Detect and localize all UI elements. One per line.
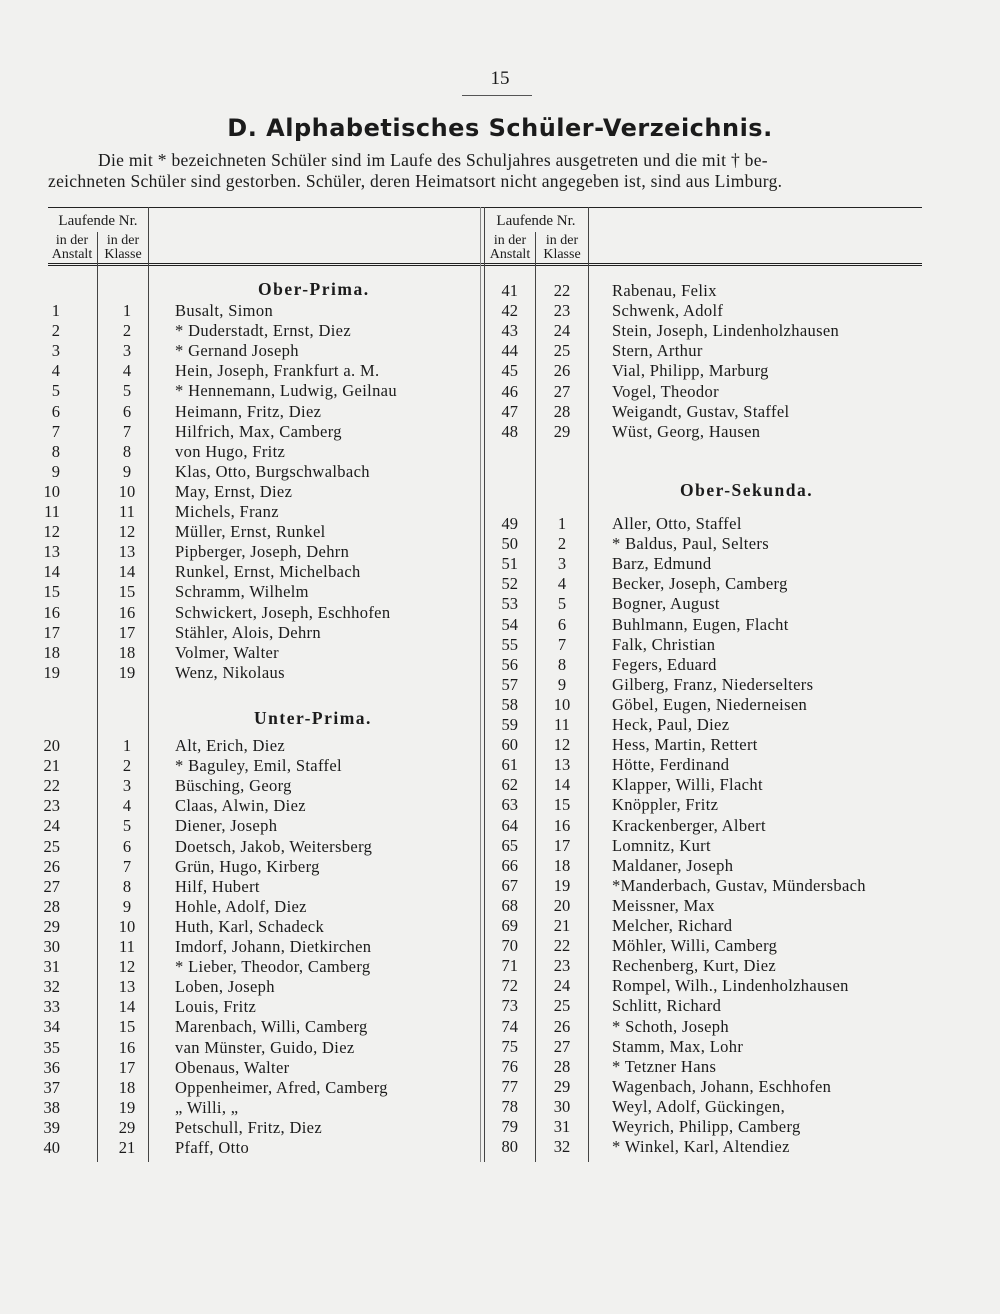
student-name: Vogel, Theodor <box>612 381 719 401</box>
anstalt-number: 41 <box>501 281 518 300</box>
header-anstalt-right: in der Anstalt <box>489 233 531 262</box>
klasse-number: 26 <box>553 361 571 381</box>
klasse-number: 22 <box>553 936 571 956</box>
student-name: Oppenheimer, Afred, Camberg <box>175 1077 388 1097</box>
anstalt-number: 76 <box>501 1056 518 1076</box>
klasse-number: 10 <box>118 916 136 936</box>
student-name: * Gernand Joseph <box>175 341 299 361</box>
student-name: Huth, Karl, Schadeck <box>175 916 325 936</box>
klasse-number: 21 <box>553 916 571 935</box>
student-name: von Hugo, Fritz <box>175 441 286 461</box>
klasse-number: 19 <box>553 875 571 895</box>
student-name: Marenbach, Willi, Camberg <box>175 1017 368 1037</box>
klasse-number: 25 <box>553 341 571 361</box>
anstalt-number: 46 <box>501 381 518 401</box>
student-name: Fegers, Eduard <box>612 654 717 674</box>
student-name: Becker, Joseph, Camberg <box>612 574 788 594</box>
page-number-rule <box>462 95 532 96</box>
student-name: Melcher, Richard <box>612 916 733 935</box>
klasse-number: 1 <box>557 514 567 533</box>
student-name: Louis, Fritz <box>175 997 257 1017</box>
anstalt-number: 37 <box>43 1077 60 1097</box>
student-name: Schlitt, Richard <box>612 996 722 1016</box>
student-name: Barz, Edmund <box>612 554 712 574</box>
anstalt-number: 80 <box>501 1137 518 1157</box>
student-name: * Schoth, Joseph <box>612 1016 729 1036</box>
anstalt-number: 27 <box>43 876 60 896</box>
anstalt-number: 42 <box>501 301 518 321</box>
student-name: Hilf, Hubert <box>175 876 260 896</box>
anstalt-number: 78 <box>501 1096 518 1116</box>
student-name: Hess, Martin, Rettert <box>612 735 758 755</box>
student-name: Diener, Joseph <box>175 816 278 836</box>
anstalt-number: 74 <box>501 1016 518 1036</box>
student-name: Göbel, Eugen, Niederneisen <box>612 694 808 714</box>
anstalt-number: 29 <box>43 916 60 936</box>
student-name: Weigandt, Gustav, Staffel <box>612 401 790 421</box>
student-name: Maldaner, Joseph <box>612 855 734 875</box>
klasse-number: 7 <box>122 856 132 876</box>
student-name: Falk, Christian <box>612 634 716 654</box>
student-name: Hötte, Ferdinand <box>612 755 730 775</box>
student-name: Klas, Otto, Burgschwalbach <box>175 461 370 481</box>
klasse-number: 23 <box>553 956 571 976</box>
klasse-number: 18 <box>553 855 571 875</box>
klasse-number: 28 <box>553 401 571 421</box>
klasse-number: 5 <box>122 381 132 401</box>
student-name: Lomnitz, Kurt <box>612 835 711 855</box>
klasse-number: 12 <box>553 735 571 755</box>
anstalt-number: 9 <box>51 461 60 481</box>
anstalt-number: 67 <box>501 875 518 895</box>
klasse-number: 10 <box>553 694 571 714</box>
anstalt-number: 58 <box>501 694 518 714</box>
anstalt-number: 14 <box>43 562 60 582</box>
section-title-ober-prima: Ober-Prima. <box>258 279 370 299</box>
student-name: Stein, Joseph, Lindenholzhausen <box>612 321 840 341</box>
anstalt-number: 36 <box>43 1057 60 1077</box>
student-name: Pfaff, Otto <box>175 1138 250 1157</box>
student-name: Loben, Joseph <box>175 977 275 997</box>
anstalt-number: 52 <box>501 574 518 594</box>
student-name: Stern, Arthur <box>612 341 703 361</box>
section-title-ober-sekunda: Ober-Sekunda. <box>680 480 814 500</box>
header-klasse-right: in der Klasse <box>543 233 581 262</box>
student-name: Alt, Erich, Diez <box>175 736 286 755</box>
anstalt-number: 31 <box>43 957 60 977</box>
klasse-number: 2 <box>557 534 567 554</box>
klasse-number: 17 <box>118 1057 136 1077</box>
klasse-number: 12 <box>118 957 136 977</box>
anstalt-number: 13 <box>43 542 60 562</box>
klasse-number: 4 <box>557 574 567 594</box>
student-name: Stähler, Alois, Dehrn <box>175 622 322 642</box>
student-name: Obenaus, Walter <box>175 1057 290 1077</box>
klasse-number: 4 <box>122 361 132 381</box>
anstalt-number: 32 <box>43 977 60 997</box>
student-name: Hohle, Adolf, Diez <box>175 896 307 916</box>
anstalt-number: 16 <box>43 602 60 622</box>
student-name: „ Willi, „ <box>175 1097 239 1117</box>
klasse-number: 26 <box>553 1016 571 1036</box>
student-name: Rechenberg, Kurt, Diez <box>612 956 777 976</box>
klasse-number: 16 <box>118 1037 136 1057</box>
klasse-number: 16 <box>118 602 136 622</box>
student-name: Rabenau, Felix <box>612 281 717 300</box>
anstalt-number: 69 <box>501 916 518 935</box>
divider-right-2 <box>588 207 589 1162</box>
student-name: Doetsch, Jakob, Weitersberg <box>175 836 373 856</box>
klasse-number: 2 <box>122 321 132 341</box>
header-anstalt-left: in der Anstalt <box>51 233 93 262</box>
klasse-number: 28 <box>553 1056 571 1076</box>
student-name: Schramm, Wilhelm <box>175 582 309 602</box>
student-name: Klapper, Willi, Flacht <box>612 775 763 795</box>
anstalt-number: 66 <box>501 855 518 875</box>
klasse-number: 16 <box>553 815 571 835</box>
klasse-number: 29 <box>553 1076 571 1096</box>
anstalt-number: 19 <box>43 662 60 682</box>
student-name: Grün, Hugo, Kirberg <box>175 856 320 876</box>
page-title: D. Alphabetisches Schüler-Verzeichnis. <box>227 114 773 142</box>
anstalt-number: 55 <box>501 634 518 654</box>
anstalt-number: 22 <box>43 776 60 796</box>
klasse-number: 32 <box>553 1137 571 1157</box>
klasse-number: 17 <box>553 835 571 855</box>
klasse-number: 9 <box>557 674 567 694</box>
anstalt-number: 25 <box>43 836 60 856</box>
klasse-number: 27 <box>553 381 571 401</box>
anstalt-number: 60 <box>501 735 518 755</box>
anstalt-number: 8 <box>51 441 60 461</box>
student-name: Claas, Alwin, Diez <box>175 796 306 816</box>
table-top-rule <box>48 207 922 208</box>
student-name: Wüst, Georg, Hausen <box>612 421 761 441</box>
klasse-number: 15 <box>118 582 136 602</box>
klasse-number: 6 <box>557 614 567 634</box>
student-name: Aller, Otto, Staffel <box>612 514 742 533</box>
klasse-number: 8 <box>122 876 132 896</box>
klasse-number: 29 <box>118 1117 136 1137</box>
anstalt-number: 33 <box>43 997 60 1017</box>
student-name: * Winkel, Karl, Altendiez <box>612 1137 790 1157</box>
klasse-number: 15 <box>553 795 571 815</box>
student-name: May, Ernst, Diez <box>175 481 293 501</box>
anstalt-number: 6 <box>51 401 60 421</box>
klasse-number: 14 <box>553 775 571 795</box>
anstalt-number: 54 <box>501 614 518 634</box>
student-name: Weyrich, Philipp, Camberg <box>612 1117 801 1136</box>
student-name: * Lieber, Theodor, Camberg <box>175 957 371 977</box>
anstalt-number: 3 <box>51 341 60 361</box>
student-name: * Baguley, Emil, Staffel <box>175 756 342 776</box>
student-name: Imdorf, Johann, Dietkirchen <box>175 937 372 956</box>
klasse-number: 17 <box>118 622 136 642</box>
klasse-number: 3 <box>122 341 132 361</box>
student-name: Meissner, Max <box>612 895 715 915</box>
anstalt-number: 12 <box>43 522 60 542</box>
klasse-number: 8 <box>557 654 567 674</box>
anstalt-number: 30 <box>43 937 60 956</box>
klasse-number: 7 <box>122 421 132 441</box>
student-name: Heimann, Fritz, Diez <box>175 401 322 421</box>
anstalt-number: 2 <box>51 321 60 341</box>
student-name: Schwickert, Joseph, Eschhofen <box>175 602 391 622</box>
klasse-number: 19 <box>118 662 136 682</box>
anstalt-number: 48 <box>501 421 518 441</box>
anstalt-number: 39 <box>43 1117 60 1137</box>
student-name: Möhler, Willi, Camberg <box>612 936 778 956</box>
klasse-number: 8 <box>122 441 132 461</box>
student-name: Schwenk, Adolf <box>612 301 724 321</box>
header-laufende-nr-left: Laufende Nr. <box>58 213 138 229</box>
klasse-number: 10 <box>118 481 136 501</box>
anstalt-number: 47 <box>501 401 518 421</box>
klasse-number: 7 <box>557 634 567 654</box>
anstalt-number: 28 <box>43 896 60 916</box>
anstalt-number: 38 <box>43 1097 60 1117</box>
klasse-number: 11 <box>119 502 135 521</box>
klasse-number: 24 <box>553 321 571 341</box>
klasse-number: 18 <box>118 642 136 662</box>
divider-left-1 <box>97 232 98 1162</box>
anstalt-number: 72 <box>501 976 518 996</box>
klasse-number: 1 <box>122 301 132 320</box>
klasse-number: 6 <box>122 401 132 421</box>
anstalt-number: 71 <box>501 956 518 976</box>
anstalt-number: 53 <box>501 594 518 614</box>
anstalt-number: 45 <box>501 361 518 381</box>
anstalt-number: 43 <box>501 321 518 341</box>
klasse-number: 13 <box>118 542 136 562</box>
klasse-number: 5 <box>557 594 567 614</box>
klasse-number: 9 <box>122 896 132 916</box>
student-name: * Hennemann, Ludwig, Geilnau <box>175 381 397 401</box>
anstalt-number: 68 <box>501 895 518 915</box>
anstalt-number: 1 <box>51 301 60 320</box>
klasse-number: 30 <box>553 1096 571 1116</box>
student-name: Rompel, Wilh., Lindenholzhausen <box>612 976 849 996</box>
student-name: * Duderstadt, Ernst, Diez <box>175 321 351 341</box>
student-name: Busalt, Simon <box>175 301 274 320</box>
klasse-number: 20 <box>553 895 571 915</box>
anstalt-number: 51 <box>501 554 518 574</box>
klasse-number: 13 <box>118 977 136 997</box>
intro-line-1: Die mit * bezeichneten Schüler sind im Laufe des Schuljahres ausgetreten und die mit † be- <box>98 150 768 170</box>
anstalt-number: 17 <box>43 622 60 642</box>
anstalt-number: 35 <box>43 1037 60 1057</box>
klasse-number: 14 <box>118 997 136 1017</box>
anstalt-number: 24 <box>43 816 60 836</box>
anstalt-number: 15 <box>43 582 60 602</box>
student-name: Heck, Paul, Diez <box>612 715 730 734</box>
student-name: Krackenberger, Albert <box>612 815 766 835</box>
klasse-number: 25 <box>553 996 571 1016</box>
student-name: Stamm, Max, Lohr <box>612 1036 744 1056</box>
divider-right-1 <box>535 232 536 1162</box>
anstalt-number: 34 <box>43 1017 60 1037</box>
anstalt-number: 10 <box>43 481 60 501</box>
klasse-number: 19 <box>118 1097 136 1117</box>
student-name: * Tetzner Hans <box>612 1056 717 1076</box>
anstalt-number: 64 <box>501 815 518 835</box>
student-name: Müller, Ernst, Runkel <box>175 522 326 542</box>
student-name: Gilberg, Franz, Niederselters <box>612 674 814 694</box>
anstalt-number: 56 <box>501 654 518 674</box>
section-title-unter-prima: Unter-Prima. <box>254 708 372 728</box>
klasse-number: 2 <box>122 756 132 776</box>
klasse-number: 23 <box>553 301 571 321</box>
anstalt-number: 50 <box>501 534 518 554</box>
anstalt-number: 20 <box>43 736 60 755</box>
anstalt-number: 26 <box>43 856 60 876</box>
student-name: * Baldus, Paul, Selters <box>612 534 770 554</box>
anstalt-number: 77 <box>501 1076 518 1096</box>
anstalt-number: 62 <box>501 775 518 795</box>
klasse-number: 12 <box>118 522 136 542</box>
student-name: Pipberger, Joseph, Dehrn <box>175 542 350 562</box>
page-number: 15 <box>490 68 510 89</box>
klasse-number: 29 <box>553 421 571 441</box>
klasse-number: 11 <box>554 715 570 734</box>
table-header-rule <box>48 263 922 266</box>
student-name: Wagenbach, Johann, Eschhofen <box>612 1076 832 1096</box>
klasse-number: 3 <box>122 776 132 796</box>
anstalt-number: 18 <box>43 642 60 662</box>
student-name: Michels, Franz <box>175 502 279 521</box>
klasse-number: 22 <box>553 281 571 300</box>
anstalt-number: 4 <box>51 361 60 381</box>
student-name: Hilfrich, Max, Camberg <box>175 421 342 441</box>
klasse-number: 4 <box>122 796 132 816</box>
header-klasse-left: in der Klasse <box>104 233 142 262</box>
student-name: *Manderbach, Gustav, Mündersbach <box>612 875 866 895</box>
anstalt-number: 5 <box>51 381 60 401</box>
anstalt-number: 65 <box>501 835 518 855</box>
klasse-number: 31 <box>553 1117 571 1136</box>
anstalt-number: 44 <box>501 341 518 361</box>
klasse-number: 1 <box>122 736 132 755</box>
anstalt-number: 63 <box>501 795 518 815</box>
anstalt-number: 75 <box>501 1036 518 1056</box>
student-name: Büsching, Georg <box>175 776 292 796</box>
anstalt-number: 21 <box>43 756 60 776</box>
header-laufende-nr-right: Laufende Nr. <box>496 213 576 229</box>
anstalt-number: 57 <box>501 674 518 694</box>
klasse-number: 6 <box>122 836 132 856</box>
anstalt-number: 73 <box>501 996 518 1016</box>
anstalt-number: 59 <box>501 715 518 734</box>
klasse-number: 9 <box>122 461 132 481</box>
klasse-number: 13 <box>553 755 571 775</box>
divider-left-2 <box>148 207 149 1162</box>
student-name: Runkel, Ernst, Michelbach <box>175 562 361 582</box>
anstalt-number: 49 <box>501 514 518 533</box>
klasse-number: 18 <box>118 1077 136 1097</box>
klasse-number: 14 <box>118 562 136 582</box>
anstalt-number: 40 <box>43 1138 60 1157</box>
student-name: Bogner, August <box>612 594 720 614</box>
student-name: Buhlmann, Eugen, Flacht <box>612 614 789 634</box>
klasse-number: 11 <box>119 937 135 956</box>
intro-text <box>48 150 928 192</box>
student-name: Volmer, Walter <box>175 642 280 662</box>
anstalt-number: 7 <box>51 421 60 441</box>
student-name: Petschull, Fritz, Diez <box>175 1117 323 1137</box>
anstalt-number: 23 <box>43 796 60 816</box>
klasse-number: 24 <box>553 976 571 996</box>
klasse-number: 21 <box>118 1138 136 1157</box>
student-name: Vial, Philipp, Marburg <box>612 361 769 381</box>
student-name: Knöppler, Fritz <box>612 795 719 815</box>
klasse-number: 3 <box>557 554 567 574</box>
intro-line-2: zeichneten Schüler sind gestorben. Schüler, deren Heimatsort nicht angegeben ist, sind aus Limburg. <box>48 171 783 191</box>
anstalt-number: 11 <box>44 502 60 521</box>
klasse-number: 15 <box>118 1017 136 1037</box>
student-name: van Münster, Guido, Diez <box>175 1037 355 1057</box>
anstalt-number: 79 <box>501 1117 518 1136</box>
student-name: Weyl, Adolf, Gückingen, <box>612 1096 786 1116</box>
student-name: Wenz, Nikolaus <box>175 662 285 682</box>
anstalt-number: 61 <box>501 755 518 775</box>
klasse-number: 27 <box>553 1036 571 1056</box>
klasse-number: 5 <box>122 816 132 836</box>
anstalt-number: 70 <box>501 936 518 956</box>
student-name: Hein, Joseph, Frankfurt a. M. <box>175 361 380 381</box>
